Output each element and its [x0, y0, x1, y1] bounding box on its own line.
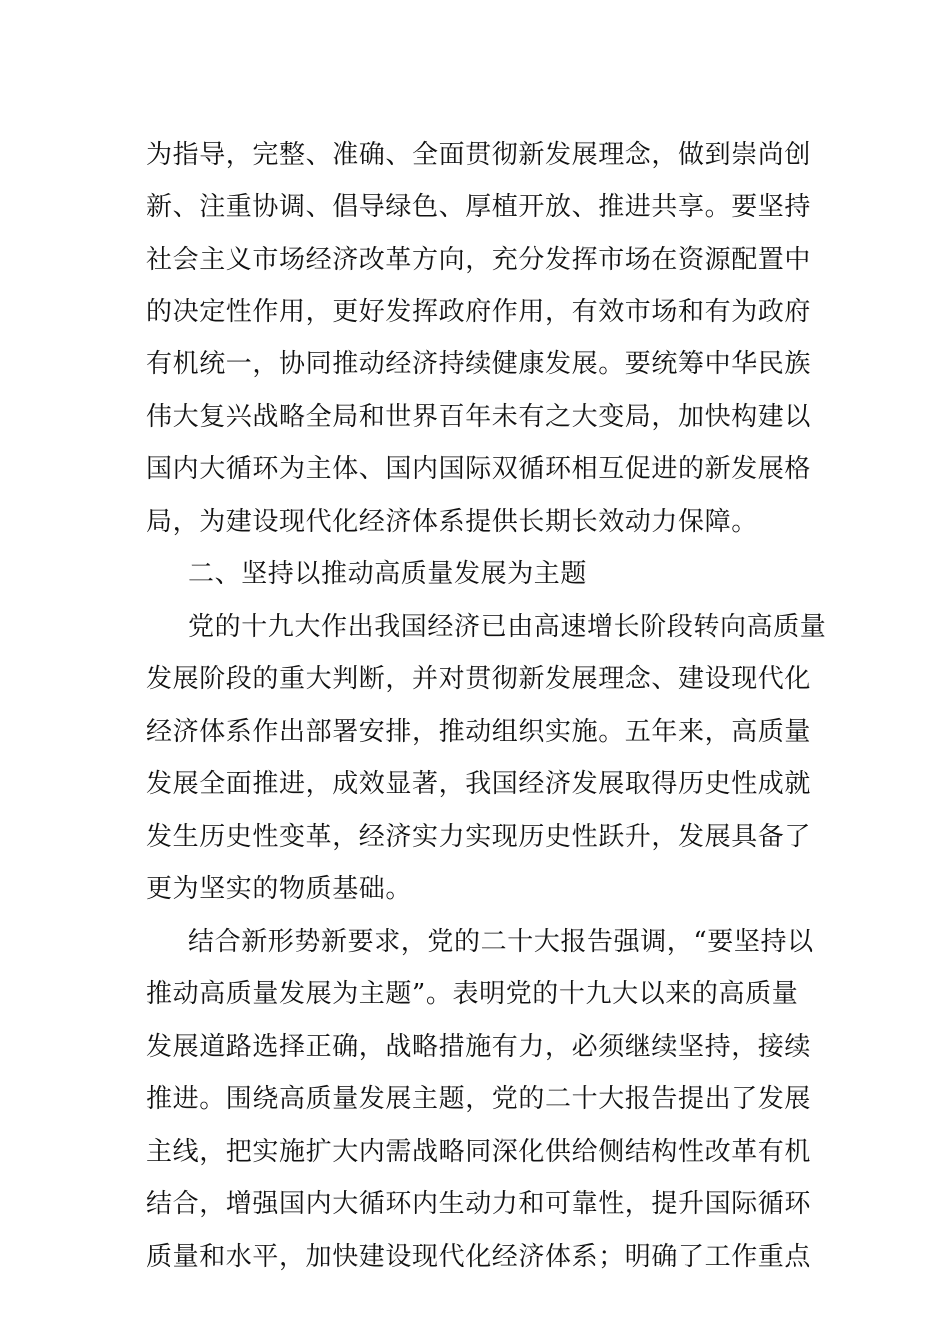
text-line: 有机统一，协同推动经济持续健康发展。要统筹中华民族 [146, 349, 812, 379]
text-line: 社会主义市场经济改革方向，充分发挥市场在资源配置中 [146, 245, 812, 275]
text-line: 结合，增强国内大循环内生动力和可靠性，提升国际循环 [146, 1189, 812, 1219]
text-line: 经济体系作出部署安排，推动组织实施。五年来，高质量 [146, 717, 812, 747]
text-line: 质量和水平，加快建设现代化经济体系；明确了工作重点 [146, 1242, 812, 1272]
text-line: 结合新形势新要求，党的二十大报告强调，“要坚持以 [188, 927, 814, 957]
text-line: 发展全面推进，成效显著，我国经济发展取得历史性成就 [146, 769, 812, 799]
text-line: 局，为建设现代化经济体系提供长期长效动力保障。 [146, 507, 758, 537]
text-line: 为指导，完整、准确、全面贯彻新发展理念，做到崇尚创 [146, 140, 812, 170]
text-line: 新、注重协调、倡导绿色、厚植开放、推进共享。要坚持 [146, 192, 812, 222]
section-heading: 二、坚持以推动高质量发展为主题 [188, 559, 588, 589]
text-line: 发展阶段的重大判断，并对贯彻新发展理念、建设现代化 [146, 664, 812, 694]
text-line: 发展道路选择正确，战略措施有力，必须继续坚持，接续 [146, 1032, 812, 1062]
text-line: 国内大循环为主体、国内国际双循环相互促进的新发展格 [146, 454, 812, 484]
text-line: 更为坚实的物质基础。 [146, 874, 413, 904]
text-line: 主线，把实施扩大内需战略同深化供给侧结构性改革有机 [146, 1137, 812, 1167]
text-line: 的决定性作用，更好发挥政府作用，有效市场和有为政府 [146, 297, 812, 327]
text-line: 发生历史性变革，经济实力实现历史性跃升，发展具备了 [146, 822, 812, 852]
text-line: 推进。围绕高质量发展主题，党的二十大报告提出了发展 [146, 1084, 812, 1114]
text-line: 推动高质量发展为主题”。表明党的十九大以来的高质量 [146, 979, 799, 1009]
text-line: 党的十九大作出我国经济已由高速增长阶段转向高质量 [188, 612, 827, 642]
text-line: 伟大复兴战略全局和世界百年未有之大变局，加快构建以 [146, 402, 812, 432]
